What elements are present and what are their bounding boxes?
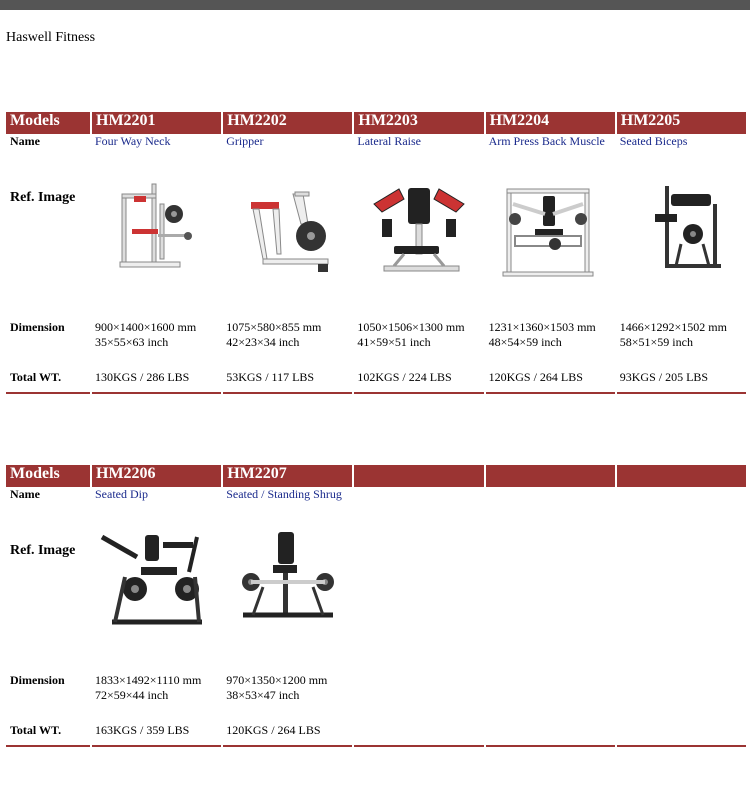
ref-image-row: [6, 174, 746, 320]
model-cell: HM2204: [486, 112, 615, 134]
dimension-label: Dimension: [10, 320, 65, 334]
weight-cell: 120KGS / 264 LBS: [486, 370, 615, 394]
four-way-neck-machine-icon: [112, 174, 202, 284]
dimension-cell: [354, 320, 483, 370]
weight-cell: 120KGS / 264 LBS: [223, 723, 352, 747]
dimension-inch: 58×51×59 inch: [619, 335, 693, 349]
dimension-mm: 970×1350×1200 mm: [226, 673, 328, 687]
model-cell: HM2205: [617, 112, 746, 134]
model-cell: HM2206: [92, 465, 221, 487]
models-row: [6, 112, 746, 134]
dimension-inch: 35×55×63 inch: [95, 335, 169, 349]
models-label: Models: [6, 112, 90, 134]
spec-table-2: [4, 465, 748, 747]
product-image[interactable]: [223, 174, 352, 320]
model-cell: HM2201: [92, 112, 221, 134]
name-row: [6, 134, 746, 174]
dimension-cell: [92, 673, 221, 723]
total-weight-row: [6, 370, 746, 394]
model-cell: HM2202: [223, 112, 352, 134]
dimension-cell: [223, 320, 352, 370]
dimension-inch: 41×59×51 inch: [357, 335, 431, 349]
total-weight-row: [6, 723, 746, 747]
total-wt-label: Total WT.: [6, 370, 90, 394]
dimension-mm: 1231×1360×1503 mm: [488, 320, 596, 334]
weight-cell: 102KGS / 224 LBS: [354, 370, 483, 394]
product-name-link[interactable]: Gripper: [226, 134, 264, 148]
name-row: [6, 487, 746, 527]
product-image[interactable]: [486, 174, 615, 320]
weight-cell: 93KGS / 205 LBS: [617, 370, 746, 394]
product-name-link[interactable]: Seated / Standing Shrug: [226, 487, 342, 501]
seated-biceps-machine-icon: [631, 174, 731, 284]
weight-cell: 130KGS / 286 LBS: [92, 370, 221, 394]
model-cell-empty: [617, 465, 746, 487]
total-wt-label: Total WT.: [6, 723, 90, 747]
ref-image-label: Ref. Image: [10, 190, 76, 205]
name-label: Name: [10, 487, 40, 501]
model-cell-empty: [354, 465, 483, 487]
gripper-machine-icon: [233, 174, 343, 284]
models-row: [6, 465, 746, 487]
model-cell: HM2207: [223, 465, 352, 487]
product-image[interactable]: [354, 174, 483, 320]
dimension-label: Dimension: [10, 673, 65, 687]
dimension-inch: 48×54×59 inch: [488, 335, 562, 349]
brand-title: Haswell Fitness: [6, 30, 96, 45]
ref-image-label: Ref. Image: [10, 543, 76, 558]
lateral-raise-machine-icon: [364, 174, 474, 284]
dimension-mm: 1466×1292×1502 mm: [619, 320, 727, 334]
dimension-row: [6, 320, 746, 370]
dimension-inch: 42×23×34 inch: [226, 335, 300, 349]
dimension-row: [6, 673, 746, 723]
name-label: Name: [10, 134, 40, 148]
dimension-mm: 900×1400×1600 mm: [95, 320, 197, 334]
dimension-inch: 38×53×47 inch: [226, 688, 300, 702]
product-image[interactable]: [223, 527, 352, 673]
weight-cell: 163KGS / 359 LBS: [92, 723, 221, 747]
dimension-cell: [617, 320, 746, 370]
product-name-link[interactable]: Lateral Raise: [357, 134, 422, 148]
dimension-cell: [486, 320, 615, 370]
dimension-mm: 1050×1506×1300 mm: [357, 320, 465, 334]
spec-table-1: [4, 112, 748, 394]
top-bar: [0, 0, 750, 10]
product-image[interactable]: [617, 174, 746, 320]
model-cell-empty: [486, 465, 615, 487]
shrug-machine-icon: [233, 527, 343, 637]
product-name-link[interactable]: Four Way Neck: [95, 134, 171, 148]
models-label: Models: [6, 465, 90, 487]
product-name-link[interactable]: Arm Press Back Muscle: [488, 134, 605, 148]
dimension-mm: 1833×1492×1110 mm: [95, 673, 202, 687]
dimension-mm: 1075×580×855 mm: [226, 320, 322, 334]
dimension-cell: [92, 320, 221, 370]
product-image[interactable]: [92, 527, 221, 673]
arm-press-back-machine-icon: [495, 174, 605, 284]
product-image[interactable]: [92, 174, 221, 320]
product-name-link[interactable]: Seated Dip: [95, 487, 148, 501]
seated-dip-machine-icon: [97, 527, 217, 637]
ref-image-row: [6, 527, 746, 673]
product-name-link[interactable]: Seated Biceps: [619, 134, 688, 148]
weight-cell: 53KGS / 117 LBS: [223, 370, 352, 394]
dimension-inch: 72×59×44 inch: [95, 688, 169, 702]
dimension-cell: [223, 673, 352, 723]
model-cell: HM2203: [354, 112, 483, 134]
